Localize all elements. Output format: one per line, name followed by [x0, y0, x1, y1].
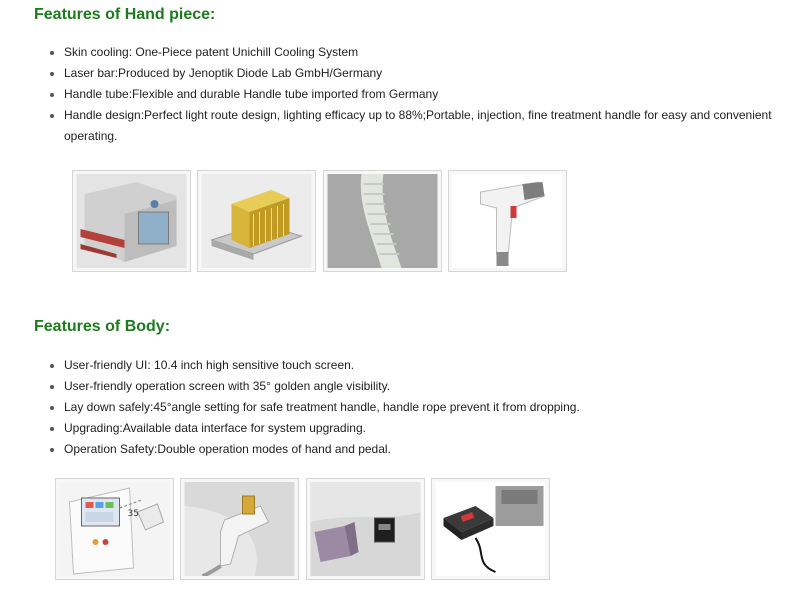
body-feature-list: [48, 355, 788, 460]
list-item: Upgrading:Available data interface for system upgrading.: [48, 418, 788, 439]
list-item: Lay down safely:45°angle setting for safe treatment handle, handle rope prevent it from dropping.: [48, 397, 788, 418]
handle-holder-photo: [180, 478, 299, 580]
handle-design-photo: [448, 170, 567, 272]
hand-piece-title: Features of Hand piece:: [34, 6, 216, 23]
list-item: User-friendly operation screen with 35° golden angle visibility.: [48, 376, 788, 397]
data-interface-port-photo: [306, 478, 425, 580]
list-item: Laser bar:Produced by Jenoptik Diode Lab GmbH/Germany: [48, 63, 788, 84]
laser-bar-photo: [197, 170, 316, 272]
touch-screen-35-angle-photo: [55, 478, 174, 580]
foot-pedal-photo: [431, 478, 550, 580]
list-item: Skin cooling: One-Piece patent Unichill Cooling System: [48, 42, 788, 63]
list-item: Handle design:Perfect light route design, lighting efficacy up to 88%;Portable, injection, fine treatment handle for easy and convenient operating.: [48, 105, 788, 147]
list-item: User-friendly UI: 10.4 inch high sensitive touch screen.: [48, 355, 788, 376]
handle-tube-photo: [323, 170, 442, 272]
hand-piece-feature-list: [48, 42, 788, 147]
body-features-title: Features of Body:: [34, 318, 171, 335]
angle-label: 35: [127, 509, 139, 519]
list-item: Operation Safety:Double operation modes of hand and pedal.: [48, 439, 788, 460]
handpiece-cooling-window-photo: [72, 170, 191, 272]
list-item: Handle tube:Flexible and durable Handle tube imported from Germany: [48, 84, 788, 105]
